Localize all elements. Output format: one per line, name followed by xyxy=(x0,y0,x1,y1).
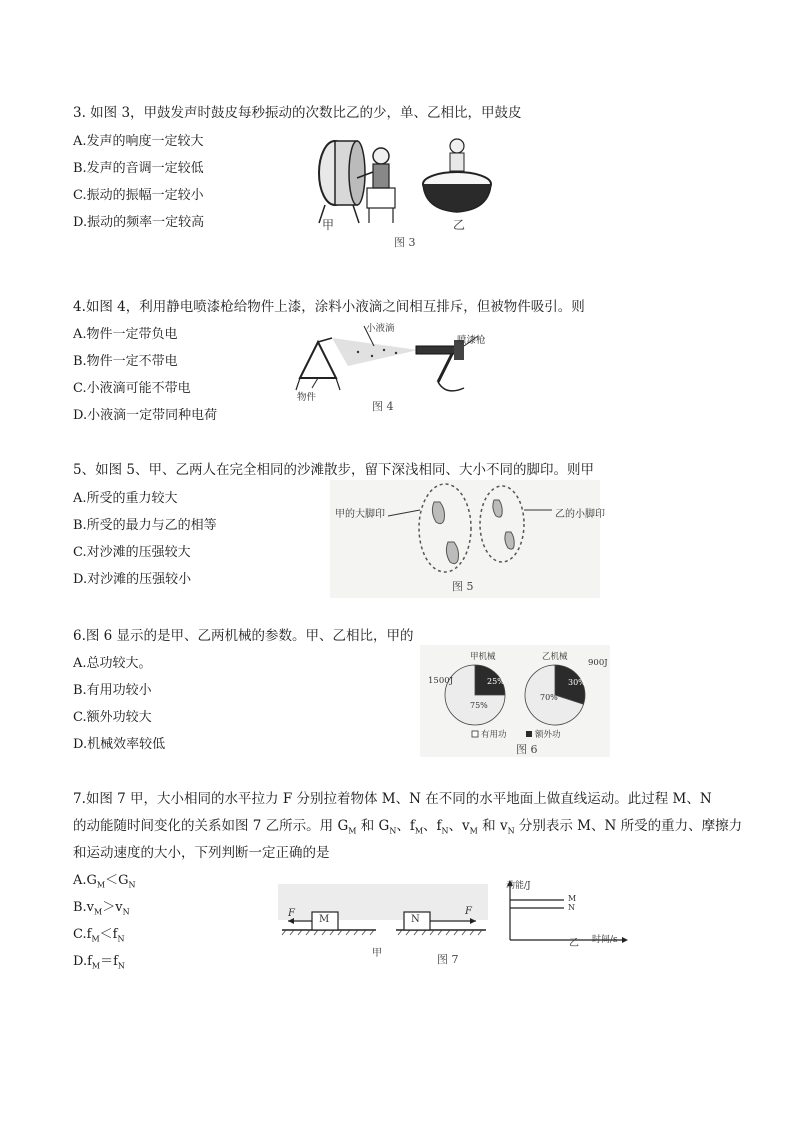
q7-caption: 图 7 xyxy=(437,953,459,966)
q4-option-a: A.物件一定带负电 xyxy=(73,327,178,342)
pie-jia-title: 甲机械 xyxy=(470,652,496,662)
q6-pie-figure xyxy=(420,645,610,757)
pie-yi-extra-pct: 30% xyxy=(568,678,586,687)
q6-option-b: B.有用功较小 xyxy=(73,683,152,698)
q3-option-a: A.发声的响度一定较大 xyxy=(73,134,204,149)
pie-yi-useful-pct: 70% xyxy=(540,693,558,702)
q6-option-a: A.总功较大。 xyxy=(73,656,152,671)
q7-sub-yi: 乙 xyxy=(569,938,579,949)
q3-option-d: D.振动的频率一定较高 xyxy=(73,215,205,230)
pie-yi-total: 900J xyxy=(588,658,608,668)
q7-option-b: $B.v_M>v_N$ xyxy=(73,900,130,917)
q4-caption: 图 4 xyxy=(372,400,394,413)
q3-label-yi: 乙 xyxy=(453,218,466,232)
q5-option-a: A.所受的重力较大 xyxy=(73,491,178,506)
q7-stem-line3: 和运动速度的大小，下列判断一定正确的是 xyxy=(73,845,330,861)
q4-label-gun: 喷漆枪 xyxy=(457,335,486,346)
q3-caption: 图 3 xyxy=(394,236,416,249)
q3-option-c: C.振动的振幅一定较小 xyxy=(73,188,204,203)
q7-force-left: F xyxy=(288,908,295,919)
legend-extra-label: 额外功 xyxy=(535,730,561,740)
q7-stem-line2: 的动能随时间变化的关系如图 7 乙所示。用 $G_M$ 和 $G_N$、$f_M$、$f_N$、$v_M$ 和 $v_N$ 分别表示 M、N 所受的重力、摩擦力 xyxy=(73,818,743,836)
q5-stem: 5、如图 5、甲、乙两人在完全相同的沙滩散步，留下深浅相同、大小不同的脚印。则甲 xyxy=(73,462,594,478)
q7-blocks-figure xyxy=(278,878,488,948)
pie-jia-extra-pct: 25% xyxy=(487,677,505,686)
q7-block-m: M xyxy=(319,914,330,925)
q7-graph-xlabel: 时间/s xyxy=(592,935,618,945)
pie-chart-jia xyxy=(445,665,505,725)
q3-label-jia: 甲 xyxy=(322,218,335,232)
q5-label-small: 乙的小脚印 xyxy=(555,509,605,520)
pie-yi-title: 乙机械 xyxy=(542,652,568,662)
q3-stem: 3. 如图 3，甲鼓发声时鼓皮每秒振动的次数比乙的少，单、乙相比，甲鼓皮 xyxy=(73,105,522,121)
q7-graph-ylabel: 动能/J xyxy=(506,881,531,891)
q4-stem: 4.如图 4，利用静电喷漆枪给物件上漆，涂料小液滴之间相互排斥，但被物件吸引。则 xyxy=(73,299,585,315)
q6-option-c: C.额外功较大 xyxy=(73,710,152,725)
q7-option-d: $D.f_M=f_N$ xyxy=(73,954,125,971)
q7-line-n: N xyxy=(568,903,575,912)
q7-sub-jia: 甲 xyxy=(372,948,382,959)
pie-jia-useful-pct: 75% xyxy=(470,701,488,710)
q7-block-n: N xyxy=(411,914,420,925)
q4-label-droplet: 小液滴 xyxy=(366,323,395,334)
q5-option-b: B.所受的最力与乙的相等 xyxy=(73,518,217,533)
q7-option-c: $C.f_M<f_N$ xyxy=(73,927,125,944)
q7-line-m: M xyxy=(568,894,577,903)
q5-option-d: D.对沙滩的压强较小 xyxy=(73,572,192,587)
q7-option-a: $A.G_M<G_N$ xyxy=(73,873,136,890)
q4-label-object: 物件 xyxy=(297,392,317,403)
q4-option-c: C.小液滴可能不带电 xyxy=(73,381,191,396)
q5-label-big: 甲的大脚印 xyxy=(335,509,385,520)
pie-jia-total: 1500J xyxy=(428,676,454,686)
q6-caption: 图 6 xyxy=(516,743,538,756)
q7-force-right: F xyxy=(465,906,472,917)
q4-option-d: D.小液滴一定带同种电荷 xyxy=(73,408,218,423)
q6-stem: 6.图 6 显示的是甲、乙两机械的参数。甲、乙相比，甲的 xyxy=(73,628,414,644)
q6-option-d: D.机械效率较低 xyxy=(73,737,166,752)
q4-option-b: B.物件一定不带电 xyxy=(73,354,178,369)
legend-useful-label: 有用功 xyxy=(481,730,507,740)
q5-caption: 图 5 xyxy=(452,580,474,593)
q3-option-b: B.发声的音调一定较低 xyxy=(73,161,204,176)
q7-stem-line1: 7.如图 7 甲，大小相同的水平拉力 F 分别拉着物体 M、N 在不同的水平地面上做直线运动。此过程 M、N xyxy=(73,791,712,807)
q3-drum-figure xyxy=(305,128,505,228)
q5-option-c: C.对沙滩的压强较大 xyxy=(73,545,191,560)
